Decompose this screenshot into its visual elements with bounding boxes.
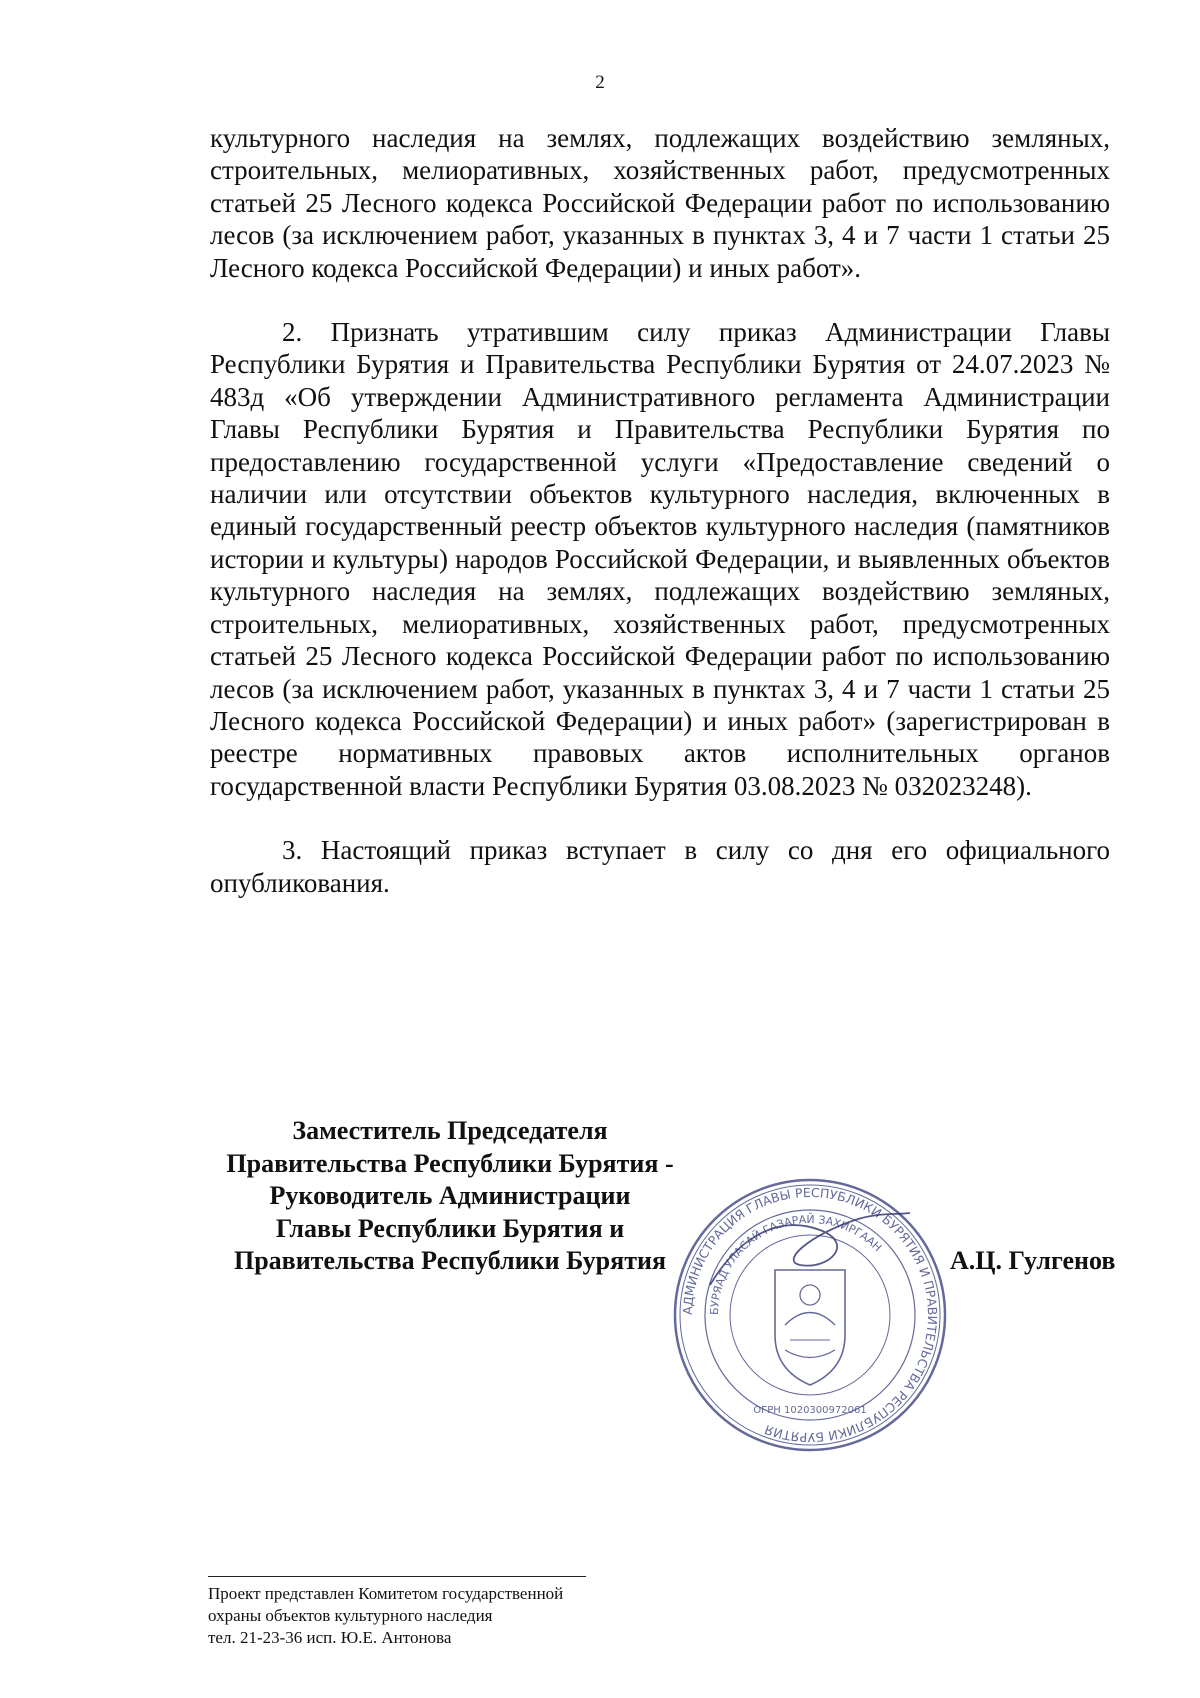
page-number: 2 <box>595 72 605 93</box>
signatory-position-line: Правительства Республики Бурятия - <box>226 1148 674 1178</box>
seal-ogrn-text: ОГРН 1020300972061 <box>753 1405 867 1416</box>
footer-note-line: тел. 21-23-36 исп. Ю.Е. Антонова <box>208 1628 452 1647</box>
official-seal-stamp <box>670 1175 950 1455</box>
footer-note-line: охраны объектов культурного наследия <box>208 1606 493 1625</box>
footer-note <box>208 1583 563 1649</box>
signatory-position-line: Правительства Республики Бурятия <box>233 1246 667 1275</box>
signatory-position-line: Главы Республики Бурятия и <box>275 1213 625 1243</box>
footer-note-line: Проект представлен Комитетом государственной <box>208 1584 564 1603</box>
document-body <box>210 122 1110 899</box>
signatory-position-line: Заместитель Председателя <box>292 1116 608 1145</box>
seal-inner-text-path: БУРЯАД УЛАСАЙ ГАЗАРАЙ ЗАХИРГААН <box>707 1212 885 1316</box>
paragraph-continuation: культурного наследия на землях, подлежащих воздействию земляных, строительных, мелиоративных, хозяйственных работ, предусмотренных статьей 25 Лесного кодекса Российской Федерации работ по использованию лесов (за исключением работ, указанных в пунктах 3, 4 и 7 части 1 статьи 25 Лесного кодекса Российской Федерации) и иных работ». <box>210 123 1110 283</box>
paragraph-item-2: 2. Признать утратившим силу приказ Администрации Главы Республики Бурятия и Правительства Республики Бурятия от 24.07.2023 № 483д «Об утверждении Административного регламента Администрации Главы Республики Бурятия и Правительства Республики Бурятия по предоставлению государственной услуги «Предоставление сведений о наличии или отсутствии объектов культурного наследия, включенных в единый государственный реестр объектов культурного наследия (памятников истории и культуры) народов Российской Федерации, и выявленных объектов культурного наследия на землях, подлежащих воздействию земляных, строительных, мелиоративных, хозяйственных работ, предусмотренных статьей 25 Лесного кодекса Российской Федерации работ по использованию лесов (за исключением работ, указанных в пунктах 3, 4 и 7 части 1 статьи 25 Лесного кодекса Российской Федерации) и иных работ» (зарегистрирован в реестре нормативных правовых актов исполнительных органов государственной власти Республики Бурятия 03.08.2023 № 032023248). <box>210 317 1110 801</box>
signatory-position <box>200 1115 700 1278</box>
paragraph-item-3: 3. Настоящий приказ вступает в силу со дня его официального опубликования. <box>210 835 1110 898</box>
signatory-name: А.Ц. Гулгенов <box>950 1246 1116 1275</box>
signatory-position-line: Руководитель Администрации <box>269 1181 631 1210</box>
seal-outer-text-path: АДМИНИСТРАЦИЯ ГЛАВЫ РЕСПУБЛИКИ БУРЯТИЯ И ПРАВИТЕЛЬСТВА РЕСПУБЛИКИ БУРЯТИЯ <box>679 1184 941 1446</box>
footer-divider <box>208 1576 586 1577</box>
